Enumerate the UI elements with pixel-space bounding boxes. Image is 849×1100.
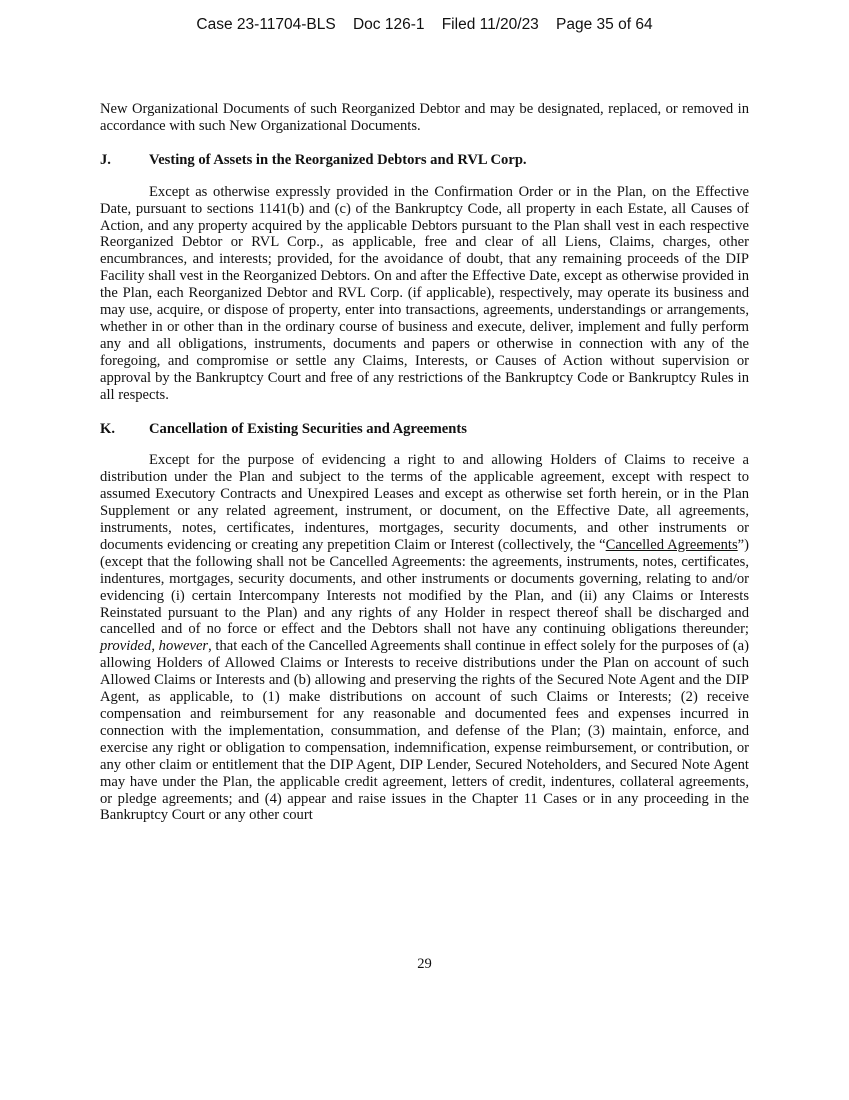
filed-date: Filed 11/20/23 — [441, 16, 539, 33]
section-j-body: Except as otherwise expressly provided in the Confirmation Order or in the Plan, on the Effective Date, pursuant to sections 1141(b) and (c) of the Bankruptcy Code, all property in each Estate, all Causes of Action, and any property acquired by the applicable Debtors pursuant to the Plan shall vest in each respective Reorganized Debtor or RVL Corp., as applicable, free and clear of all Liens, Claims, charges, other encumbrances, and interests; provided, for the avoidance of doubt, that any remaining proceeds of the DIP Facility shall vest in the Reorganized Debtors. On and after the Effective Date, except as otherwise provided in the Plan, each Reorganized Debtor and RVL Corp. (if applicable), respectively, may operate its business and may use, acquire, or dispose of property, enter into transactions, agreements, understandings or arrangements, whether in or other than in the ordinary course of business and execute, deliver, implement and fully perform any and all obligations, instruments, documents and papers or otherwise in connection with any of the foregoing, and compromise or settle any Claims, Interests, or Causes of Action without supervision or approval by the Bankruptcy Court and free of any restrictions of the Bankruptcy Code or Bankruptcy Rules in all respects. — [100, 183, 749, 403]
section-j-letter: J. — [100, 151, 111, 168]
italic-provided: provided — [100, 638, 152, 655]
intro-paragraph: New Organizational Documents of such Reorganized Debtor and may be designated, replaced, or removed in accordance with such New Organizational Documents. — [100, 101, 749, 134]
doc-number: Doc 126-1 — [352, 16, 425, 33]
section-k-text-2: ”) (except that the following shall not be Cancelled Agreements: the agreements, instruments, notes, certificates, indentures, mortgages, security documents, and other instruments or documents governing, relating to and/or evidencing (i) certain Intercompany Interests not modified by the Plan, and (ii) any Claims or Interests Reinstated pursuant to the Plan) and any rights of any Holder in respect thereof shall be discharged and cancelled and of no force or effect and the Debtors shall not have any continuing obligations thereunder; — [100, 536, 749, 638]
filing-header — [0, 16, 849, 34]
section-k-letter: K. — [100, 420, 115, 437]
italic-however: however — [158, 638, 209, 655]
defined-term: Cancelled Agreements — [605, 536, 738, 553]
section-k-body — [100, 452, 749, 824]
comma: , — [151, 638, 159, 655]
section-j-title: Vesting of Assets in the Reorganized Debtors and RVL Corp. — [149, 151, 527, 168]
case-number: Case 23-11704-BLS — [196, 16, 336, 33]
section-k-title: Cancellation of Existing Securities and Agreements — [149, 420, 467, 437]
section-k-text-1: Except for the purpose of evidencing a right to and allowing Holders of Claims to receive a distribution under the Plan and subject to the terms of the applicable agreement, except with respect to assumed Executory Contracts and Unexpired Leases and except as otherwise set forth herein, or in the Plan Supplement or any related agreement, instrument, or document, on the Effective Date, all agreements, instruments, notes, certificates, indentures, mortgages, security documents, and other instruments or documents evidencing or creating any prepetition Claim or Interest (collectively, the “ — [100, 452, 749, 553]
section-k-heading — [100, 421, 749, 438]
page-number: 29 — [417, 956, 432, 972]
page-count: Page 35 of 64 — [556, 16, 653, 33]
section-j-heading — [100, 152, 749, 169]
document-body — [100, 101, 749, 824]
section-k-text-3: , that each of the Cancelled Agreements shall continue in effect solely for the purposes of (a) allowing Holders of Allowed Claims or Interests to receive distributions under the Plan on account of such Allowed Claims or Interests and (b) allowing and preserving the rights of the Secured Note Agent and the DIP Agent, as applicable, to (1) make distributions on account of such Claims or Interests; (2) receive compensation and reimbursement for any reasonable and documented fees and expenses incurred in connection with the implementation, consummation, and defense of the Plan; (3) maintain, enforce, and exercise any right or obligation to compensation, indemnification, expense reimbursement, or contribution, or any other claim or entitlement that the DIP Agent, DIP Lender, Secured Noteholders, and Secured Note Agent may have under the Plan, the applicable credit agreement, letters of credit, indentures, collateral agreements, or pledge agreements; and (4) appear and raise issues in the Chapter 11 Cases or in any proceeding in the Bankruptcy Court or any other court — [100, 638, 749, 824]
